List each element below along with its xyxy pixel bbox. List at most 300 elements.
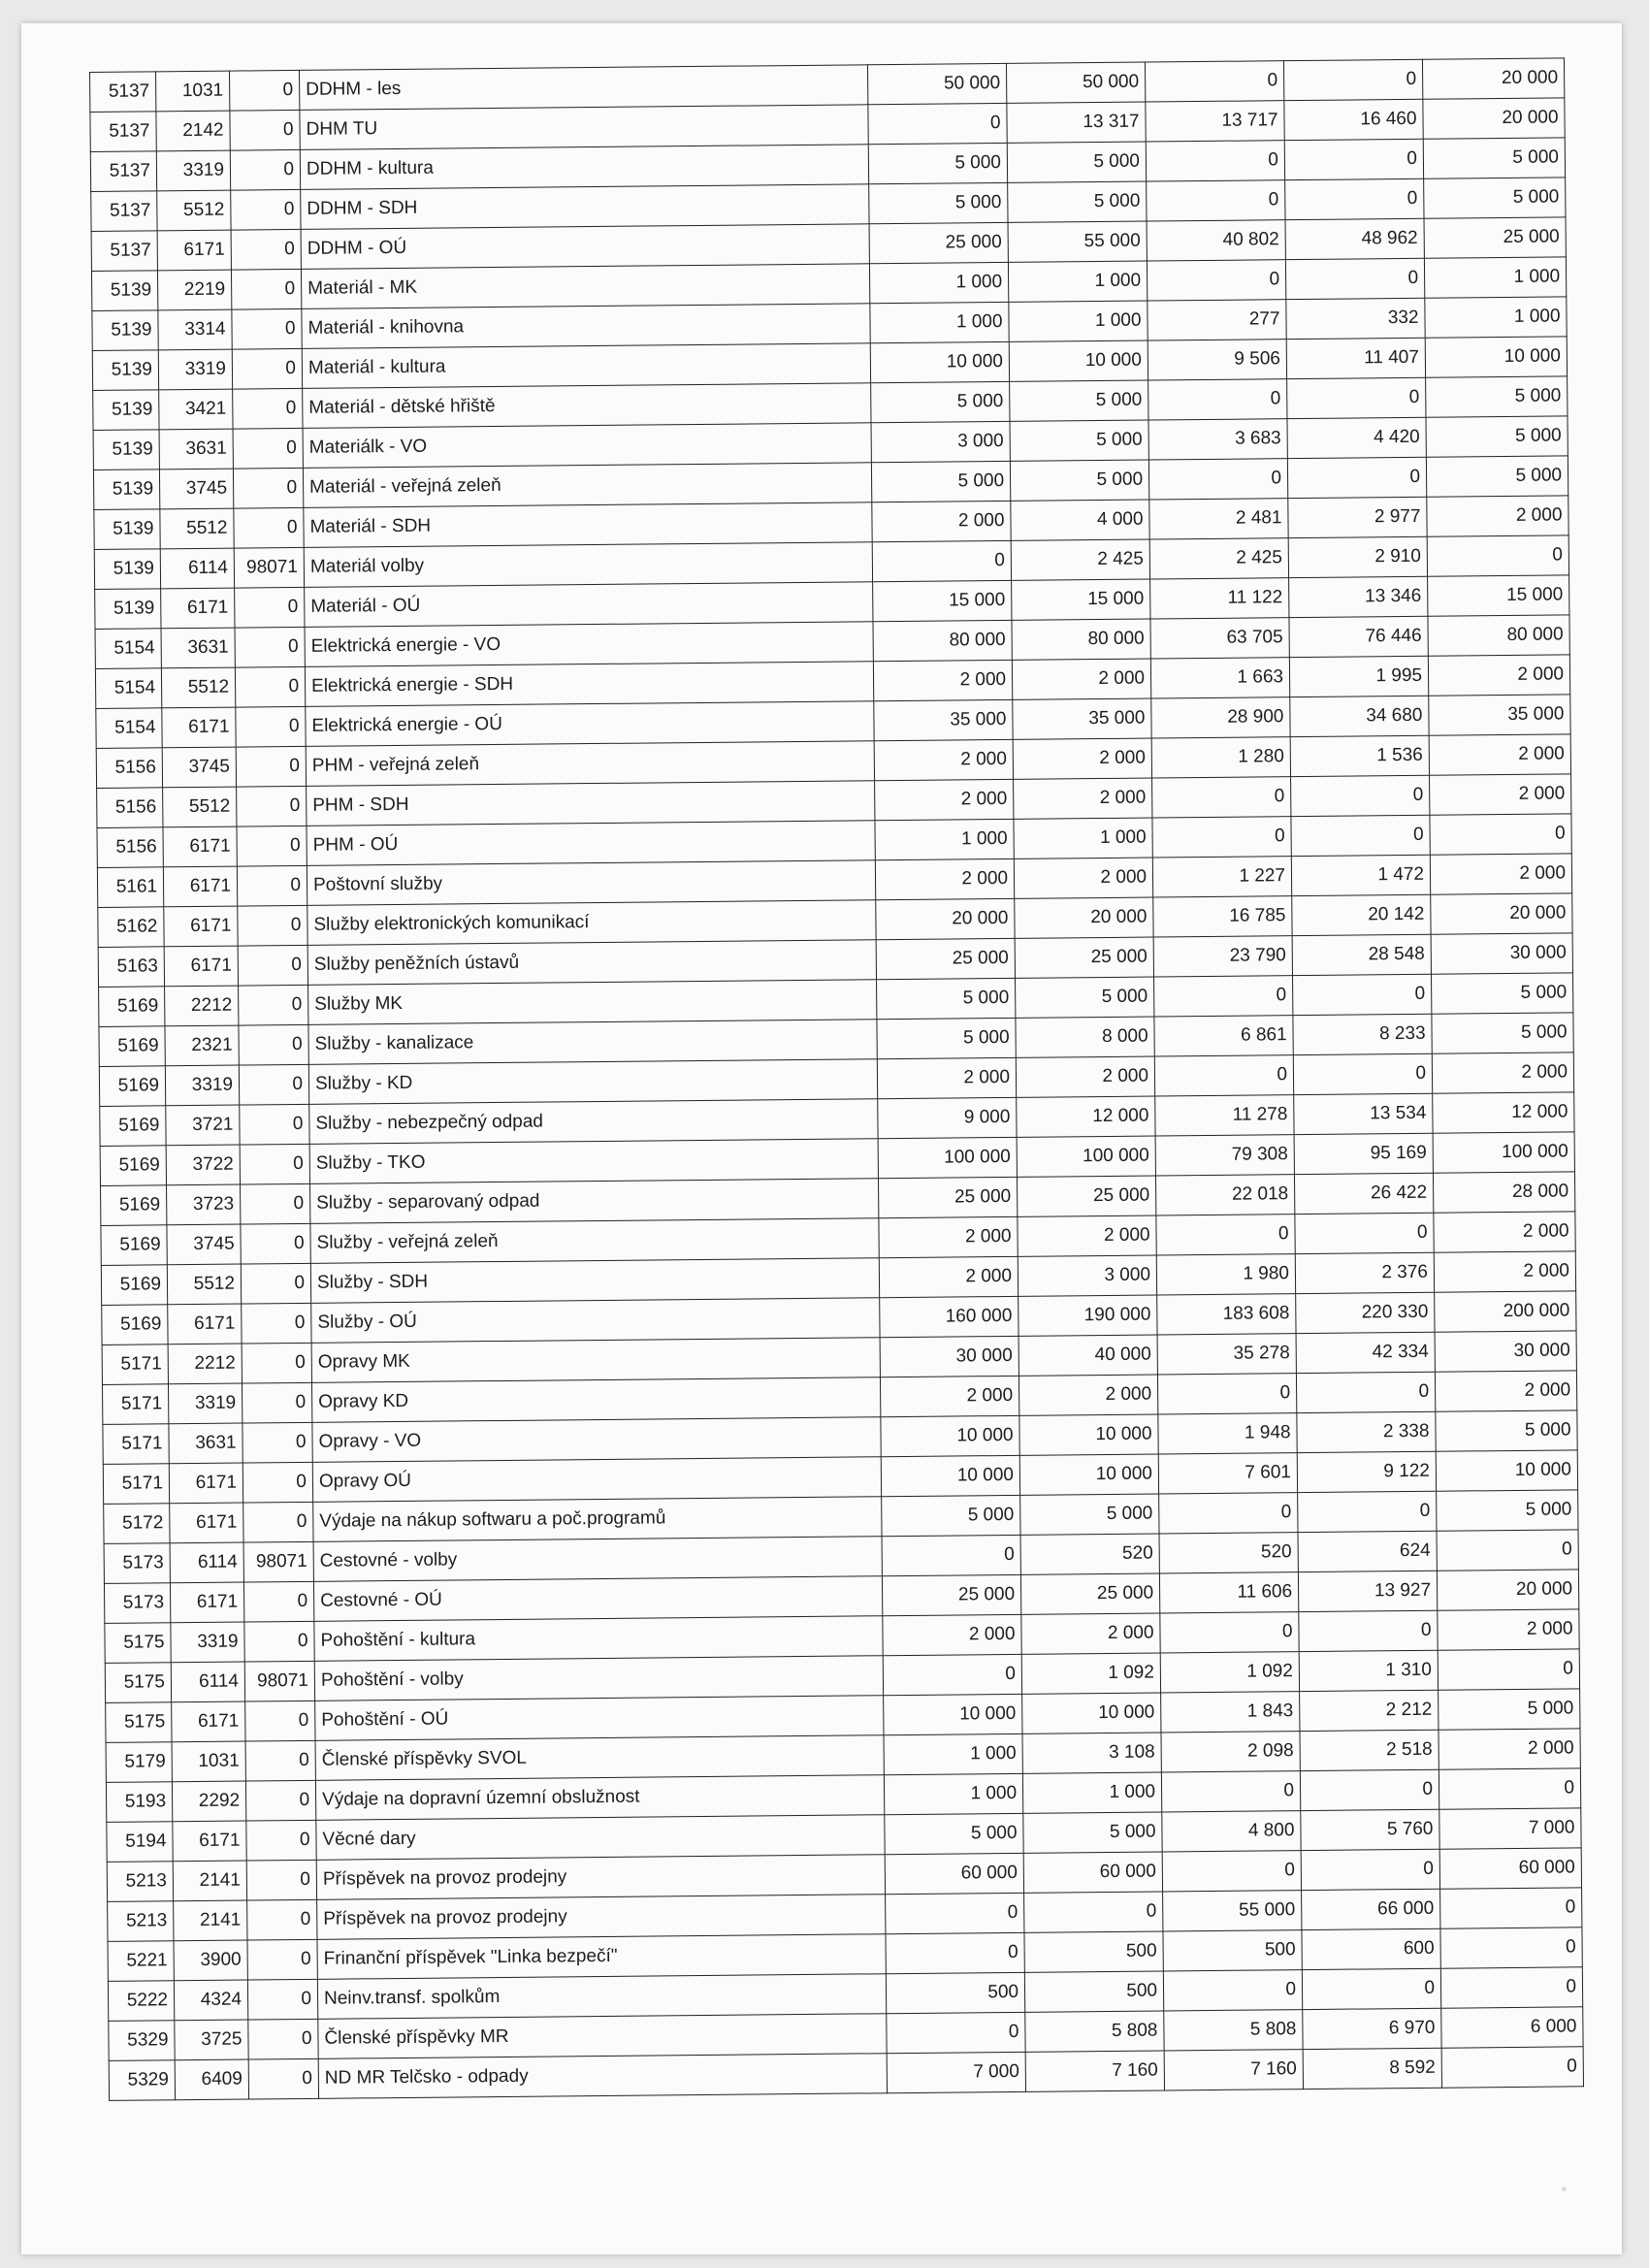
approved-budget-cell: 2 000 (880, 1376, 1018, 1416)
adjusted-budget-cell: 60 000 (1023, 1852, 1162, 1893)
adjusted-budget-cell: 20 000 (1015, 897, 1153, 938)
adjusted-budget-cell: 3 108 (1022, 1733, 1161, 1773)
actual-spending-cell: 23 790 (1153, 936, 1292, 977)
item-cell: 6171 (162, 707, 236, 748)
description-cell: Služby MK (308, 980, 877, 1025)
budget-table-container (89, 57, 1583, 2100)
expected-spending-cell: 1 310 (1299, 1650, 1438, 1691)
item-cell: 3725 (175, 2020, 248, 2060)
description-cell: Pohoštění - volby (314, 1656, 883, 1701)
expected-spending-cell: 2 212 (1300, 1690, 1439, 1731)
approved-budget-cell: 0 (872, 540, 1011, 581)
description-cell: DHM TU (300, 105, 868, 150)
description-cell: Věcné dary (316, 1815, 885, 1861)
adjusted-budget-cell: 40 000 (1018, 1335, 1157, 1376)
paragraph-cell: 5193 (106, 1782, 172, 1823)
approved-budget-cell: 100 000 (878, 1137, 1017, 1178)
adjusted-budget-cell: 1 000 (1014, 818, 1152, 859)
actual-spending-cell: 520 (1159, 1533, 1298, 1573)
approved-budget-cell: 5 000 (868, 143, 1007, 183)
paragraph-cell: 5139 (92, 350, 158, 391)
description-cell: Frinanční příspěvek "Linka bezpečí" (317, 1934, 886, 1980)
paragraph-cell: 5169 (101, 1225, 167, 1266)
expected-spending-cell: 0 (1285, 178, 1424, 219)
description-cell: PHM - veřejná zeleň (306, 741, 874, 787)
item-cell: 3900 (174, 1940, 247, 1981)
purpose-code-cell: 0 (237, 865, 307, 906)
purpose-code-cell: 0 (233, 428, 303, 469)
proposed-budget-cell: 60 000 (1439, 1848, 1581, 1889)
approved-budget-cell: 10 000 (870, 341, 1009, 382)
expected-spending-cell: 9 122 (1297, 1451, 1436, 1492)
paragraph-cell: 5139 (92, 310, 158, 351)
actual-spending-cell: 1 843 (1161, 1692, 1300, 1733)
proposed-budget-cell: 2 000 (1430, 774, 1571, 815)
purpose-code-cell: 0 (233, 388, 303, 429)
proposed-budget-cell: 5 000 (1436, 1410, 1577, 1451)
actual-spending-cell: 11 606 (1159, 1572, 1298, 1613)
description-cell: Materiál - veřejná zeleň (303, 463, 871, 508)
adjusted-budget-cell: 12 000 (1017, 1096, 1155, 1137)
paragraph-cell: 5329 (109, 2021, 175, 2061)
proposed-budget-cell: 2 000 (1427, 496, 1568, 536)
item-cell: 2321 (165, 1025, 239, 1066)
description-cell: PHM - OÚ (307, 821, 875, 866)
adjusted-budget-cell: 190 000 (1018, 1295, 1157, 1336)
approved-budget-cell: 5 000 (877, 1018, 1016, 1058)
actual-spending-cell: 9 506 (1148, 340, 1286, 380)
purpose-code-cell: 0 (240, 1104, 309, 1145)
paragraph-cell: 5171 (103, 1464, 169, 1505)
purpose-code-cell: 0 (237, 826, 307, 866)
item-cell: 3745 (162, 747, 236, 788)
proposed-budget-cell: 25 000 (1424, 217, 1566, 258)
paragraph-cell: 5169 (99, 987, 165, 1027)
approved-budget-cell: 2 000 (875, 859, 1014, 899)
actual-spending-cell: 0 (1160, 1612, 1299, 1653)
actual-spending-cell: 0 (1148, 379, 1287, 420)
paragraph-cell: 5175 (105, 1663, 171, 1703)
item-cell: 6171 (170, 1582, 243, 1623)
actual-spending-cell: 7 160 (1164, 2050, 1303, 2090)
approved-budget-cell: 35 000 (874, 699, 1013, 740)
item-cell: 2141 (174, 1900, 247, 1941)
expected-spending-cell: 2 977 (1288, 497, 1427, 537)
proposed-budget-cell: 15 000 (1428, 575, 1569, 616)
description-cell: Materiál - MK (301, 264, 869, 309)
adjusted-budget-cell: 80 000 (1012, 619, 1150, 660)
expected-spending-cell: 0 (1298, 1491, 1437, 1532)
approved-budget-cell: 25 000 (869, 222, 1008, 263)
approved-budget-cell: 1 000 (870, 302, 1009, 342)
scan-speck (1562, 2187, 1567, 2191)
item-cell: 2142 (156, 111, 230, 151)
paragraph-cell: 5175 (105, 1623, 171, 1664)
purpose-code-cell: 0 (238, 945, 307, 986)
actual-spending-cell: 63 705 (1150, 618, 1289, 659)
paragraph-cell: 5154 (95, 668, 161, 709)
paragraph-cell: 5169 (99, 1026, 165, 1067)
expected-spending-cell: 2 338 (1297, 1411, 1436, 1452)
item-cell: 2292 (172, 1781, 245, 1822)
description-cell: Příspěvek na provoz prodejny (316, 1855, 885, 1900)
item-cell: 3745 (167, 1224, 241, 1265)
adjusted-budget-cell: 1 092 (1021, 1653, 1160, 1694)
purpose-code-cell: 0 (245, 1701, 315, 1741)
description-cell: Služby - nebezpečný odpad (309, 1099, 878, 1145)
adjusted-budget-cell: 5 000 (1020, 1494, 1159, 1535)
purpose-code-cell: 0 (236, 706, 306, 747)
actual-spending-cell: 0 (1156, 1215, 1295, 1255)
actual-spending-cell: 5 808 (1164, 2010, 1303, 2051)
item-cell: 6171 (169, 1463, 242, 1504)
paragraph-cell: 5139 (91, 271, 157, 311)
description-cell: Opravy - VO (312, 1417, 881, 1463)
paragraph-cell: 5171 (103, 1424, 169, 1465)
adjusted-budget-cell: 100 000 (1017, 1136, 1155, 1177)
proposed-budget-cell: 10 000 (1436, 1450, 1577, 1491)
approved-budget-cell: 0 (882, 1535, 1020, 1575)
proposed-budget-cell: 10 000 (1425, 337, 1567, 377)
paragraph-cell: 5173 (104, 1583, 170, 1624)
description-cell: Služby - KD (308, 1059, 877, 1105)
expected-spending-cell: 66 000 (1302, 1889, 1440, 1929)
actual-spending-cell: 2 481 (1149, 499, 1288, 539)
paragraph-cell: 5156 (97, 827, 163, 868)
adjusted-budget-cell: 13 317 (1007, 102, 1146, 143)
item-cell: 3723 (167, 1184, 241, 1225)
approved-budget-cell: 0 (887, 2012, 1025, 2053)
expected-spending-cell: 0 (1293, 1053, 1432, 1094)
expected-spending-cell: 0 (1295, 1213, 1434, 1253)
proposed-budget-cell: 5 000 (1431, 973, 1572, 1014)
purpose-code-cell: 0 (243, 1502, 313, 1542)
description-cell: Příspěvek na provoz prodejny (317, 1895, 886, 1940)
approved-budget-cell: 5 000 (869, 182, 1008, 223)
item-cell: 2212 (168, 1344, 242, 1384)
adjusted-budget-cell: 2 000 (1014, 858, 1152, 898)
description-cell: Opravy MK (311, 1338, 880, 1383)
purpose-code-cell: 0 (247, 1939, 317, 1980)
approved-budget-cell: 5 000 (882, 1495, 1020, 1536)
actual-spending-cell: 0 (1154, 976, 1293, 1017)
proposed-budget-cell: 0 (1439, 1768, 1580, 1809)
item-cell: 3631 (159, 429, 233, 470)
item-cell: 3745 (159, 469, 233, 509)
actual-spending-cell: 0 (1161, 1771, 1300, 1812)
adjusted-budget-cell: 25 000 (1020, 1573, 1159, 1614)
expected-spending-cell: 0 (1296, 1372, 1435, 1412)
actual-spending-cell: 0 (1147, 180, 1285, 221)
description-cell: Neinv.transf. spolkům (317, 1974, 886, 2020)
adjusted-budget-cell: 8 000 (1016, 1017, 1154, 1057)
adjusted-budget-cell: 10 000 (1009, 340, 1148, 381)
purpose-code-cell: 0 (235, 666, 305, 707)
item-cell: 5512 (157, 190, 231, 231)
expected-spending-cell: 600 (1302, 1928, 1440, 1969)
expected-spending-cell: 2 376 (1295, 1252, 1434, 1293)
purpose-code-cell: 0 (245, 1740, 315, 1781)
approved-budget-cell: 5 000 (871, 461, 1010, 502)
purpose-code-cell: 98071 (234, 547, 304, 588)
description-cell: DDHM - les (299, 65, 867, 111)
item-cell: 6409 (175, 2059, 248, 2100)
purpose-code-cell: 0 (244, 1621, 314, 1662)
item-cell: 5512 (163, 787, 237, 827)
actual-spending-cell: 6 861 (1154, 1016, 1293, 1056)
approved-budget-cell: 10 000 (881, 1415, 1019, 1456)
expected-spending-cell: 0 (1287, 377, 1426, 418)
description-cell: Opravy OÚ (312, 1457, 881, 1503)
description-cell: Služby elektronických komunikací (307, 900, 876, 946)
adjusted-budget-cell: 2 000 (1018, 1375, 1157, 1415)
item-cell: 6171 (164, 906, 238, 947)
proposed-budget-cell: 5 000 (1426, 456, 1568, 497)
proposed-budget-cell: 0 (1440, 1888, 1582, 1928)
adjusted-budget-cell: 10 000 (1019, 1414, 1158, 1455)
paragraph-cell: 5139 (93, 390, 159, 431)
approved-budget-cell: 2 000 (873, 660, 1012, 700)
description-cell: Materiálk - VO (303, 423, 871, 469)
approved-budget-cell: 25 000 (878, 1177, 1017, 1217)
adjusted-budget-cell: 7 160 (1025, 2051, 1164, 2091)
approved-budget-cell: 10 000 (884, 1694, 1022, 1734)
approved-budget-cell: 0 (886, 1932, 1024, 1973)
approved-budget-cell: 50 000 (867, 63, 1006, 104)
approved-budget-cell: 1 000 (869, 262, 1008, 303)
proposed-budget-cell: 20 000 (1423, 98, 1565, 139)
item-cell: 3722 (166, 1145, 240, 1185)
purpose-code-cell: 0 (231, 269, 301, 309)
proposed-budget-cell: 2 000 (1430, 854, 1571, 894)
purpose-code-cell: 0 (248, 2058, 318, 2099)
expected-spending-cell: 0 (1284, 139, 1423, 179)
proposed-budget-cell: 35 000 (1429, 695, 1570, 735)
proposed-budget-cell: 200 000 (1435, 1291, 1576, 1332)
adjusted-budget-cell: 5 808 (1025, 2011, 1164, 2052)
proposed-budget-cell: 1 000 (1424, 257, 1566, 298)
approved-budget-cell: 20 000 (876, 898, 1015, 939)
proposed-budget-cell: 5 000 (1437, 1490, 1578, 1531)
actual-spending-cell: 2 425 (1149, 538, 1288, 579)
expected-spending-cell: 5 760 (1301, 1809, 1439, 1850)
actual-spending-cell: 28 900 (1151, 697, 1290, 738)
paragraph-cell: 5173 (104, 1543, 170, 1584)
actual-spending-cell: 0 (1147, 260, 1285, 301)
description-cell: Cestovné - volby (313, 1537, 882, 1582)
proposed-budget-cell: 28 000 (1433, 1172, 1574, 1213)
actual-spending-cell: 0 (1157, 1374, 1296, 1414)
description-cell: Služby - OÚ (311, 1298, 880, 1344)
item-cell: 6171 (168, 1304, 242, 1345)
description-cell: DDHM - kultura (300, 145, 868, 190)
approved-budget-cell: 5 000 (885, 1813, 1023, 1854)
proposed-budget-cell: 2 000 (1429, 734, 1570, 775)
purpose-code-cell: 0 (229, 70, 299, 111)
paragraph-cell: 5169 (102, 1305, 168, 1345)
actual-spending-cell: 11 122 (1150, 578, 1289, 619)
approved-budget-cell: 5 000 (877, 978, 1016, 1019)
approved-budget-cell: 0 (886, 1893, 1024, 1933)
description-cell: Členské příspěvky SVOL (315, 1735, 884, 1781)
purpose-code-cell: 0 (242, 1343, 311, 1383)
expected-spending-cell: 16 460 (1284, 99, 1423, 140)
description-cell: Výdaje na nákup softwaru a poč.programů (313, 1497, 882, 1542)
actual-spending-cell: 0 (1148, 459, 1287, 500)
actual-spending-cell: 22 018 (1155, 1175, 1294, 1215)
approved-budget-cell: 2 000 (877, 1057, 1016, 1098)
expected-spending-cell: 0 (1291, 775, 1430, 816)
adjusted-budget-cell: 2 000 (1013, 738, 1151, 779)
expected-spending-cell: 0 (1283, 59, 1422, 100)
item-cell: 3314 (158, 309, 232, 350)
actual-spending-cell: 0 (1145, 61, 1283, 102)
purpose-code-cell: 0 (246, 1860, 316, 1900)
approved-budget-cell: 60 000 (885, 1853, 1023, 1894)
adjusted-budget-cell: 5 000 (1008, 181, 1147, 222)
proposed-budget-cell: 2 000 (1434, 1212, 1575, 1252)
expected-spending-cell: 13 927 (1298, 1571, 1437, 1611)
approved-budget-cell: 25 000 (876, 938, 1015, 979)
purpose-code-cell: 0 (231, 229, 301, 270)
item-cell: 3319 (156, 150, 230, 191)
purpose-code-cell: 0 (242, 1462, 312, 1503)
paragraph-cell: 5169 (99, 1066, 165, 1107)
actual-spending-cell: 1 980 (1156, 1254, 1295, 1295)
actual-spending-cell: 1 280 (1151, 737, 1290, 778)
expected-spending-cell: 0 (1287, 457, 1426, 498)
item-cell: 6171 (164, 946, 238, 987)
proposed-budget-cell: 7 000 (1439, 1808, 1581, 1849)
item-cell: 6171 (173, 1821, 246, 1862)
purpose-code-cell: 98071 (243, 1541, 313, 1582)
expected-spending-cell: 13 346 (1289, 576, 1428, 617)
paragraph-cell: 5179 (106, 1742, 172, 1783)
adjusted-budget-cell: 0 (1024, 1892, 1163, 1932)
purpose-code-cell: 0 (235, 587, 305, 628)
purpose-code-cell: 98071 (244, 1661, 314, 1701)
approved-budget-cell: 500 (886, 1972, 1024, 2013)
expected-spending-cell: 1 472 (1291, 855, 1430, 895)
expected-spending-cell: 0 (1302, 1968, 1440, 2009)
description-cell: Elektrická energie - SDH (305, 662, 873, 707)
proposed-budget-cell: 0 (1430, 814, 1571, 855)
paragraph-cell: 5154 (96, 708, 162, 749)
expected-spending-cell: 2 910 (1288, 536, 1427, 577)
actual-spending-cell: 2 098 (1161, 1732, 1300, 1772)
expected-spending-cell: 332 (1286, 298, 1425, 339)
item-cell: 2219 (157, 270, 231, 310)
paragraph-cell: 5137 (90, 112, 156, 152)
item-cell: 6171 (172, 1701, 245, 1742)
approved-budget-cell: 2 000 (875, 779, 1014, 820)
paragraph-cell: 5172 (104, 1504, 170, 1544)
adjusted-budget-cell: 35 000 (1013, 698, 1151, 739)
actual-spending-cell: 16 785 (1153, 896, 1292, 937)
description-cell: Materiál - kultura (302, 343, 870, 389)
actual-spending-cell: 277 (1148, 300, 1286, 340)
adjusted-budget-cell: 25 000 (1017, 1176, 1155, 1216)
adjusted-budget-cell: 500 (1024, 1971, 1163, 2012)
description-cell: Opravy KD (311, 1377, 880, 1423)
approved-budget-cell: 2 000 (879, 1216, 1018, 1257)
purpose-code-cell: 0 (247, 1899, 317, 1940)
purpose-code-cell: 0 (248, 2019, 318, 2059)
paragraph-cell: 5175 (106, 1702, 172, 1743)
description-cell: Cestovné - OÚ (313, 1576, 882, 1622)
actual-spending-cell: 1 092 (1160, 1652, 1299, 1693)
purpose-code-cell: 0 (242, 1422, 312, 1463)
expected-spending-cell: 42 334 (1296, 1332, 1435, 1373)
paragraph-cell: 5139 (95, 589, 161, 630)
purpose-code-cell: 0 (230, 149, 300, 190)
actual-spending-cell: 0 (1154, 1055, 1293, 1096)
adjusted-budget-cell: 1 000 (1008, 261, 1147, 302)
paragraph-cell: 5194 (107, 1822, 173, 1863)
description-cell: Služby peněžních ústavů (307, 940, 876, 986)
purpose-code-cell: 0 (236, 746, 306, 787)
approved-budget-cell: 2 000 (879, 1256, 1018, 1297)
proposed-budget-cell: 0 (1440, 1967, 1582, 2008)
actual-spending-cell: 13 717 (1146, 101, 1284, 142)
expected-spending-cell: 20 142 (1292, 894, 1431, 935)
proposed-budget-cell: 80 000 (1428, 615, 1569, 656)
proposed-budget-cell: 0 (1440, 1928, 1582, 1968)
adjusted-budget-cell: 25 000 (1015, 937, 1153, 978)
paragraph-cell: 5156 (97, 788, 163, 828)
paragraph-cell: 5213 (107, 1862, 173, 1902)
item-cell: 3631 (169, 1423, 242, 1464)
paragraph-cell: 5221 (108, 1941, 174, 1982)
paragraph-cell: 5329 (109, 2060, 175, 2101)
expected-spending-cell: 624 (1298, 1531, 1437, 1571)
approved-budget-cell: 2 000 (883, 1614, 1021, 1655)
purpose-code-cell: 0 (238, 905, 307, 946)
actual-spending-cell: 11 278 (1155, 1095, 1294, 1136)
expected-spending-cell: 220 330 (1296, 1292, 1435, 1333)
item-cell: 6171 (157, 230, 231, 271)
purpose-code-cell: 0 (246, 1820, 316, 1861)
proposed-budget-cell: 5 000 (1439, 1689, 1580, 1730)
actual-spending-cell: 183 608 (1157, 1294, 1296, 1335)
adjusted-budget-cell: 2 000 (1012, 659, 1150, 699)
item-cell: 6114 (160, 548, 234, 589)
purpose-code-cell: 0 (243, 1581, 313, 1622)
adjusted-budget-cell: 2 000 (1018, 1215, 1156, 1256)
adjusted-budget-cell: 4 000 (1011, 500, 1149, 540)
adjusted-budget-cell: 500 (1024, 1931, 1163, 1972)
approved-budget-cell: 9 000 (878, 1097, 1017, 1138)
proposed-budget-cell: 2 000 (1432, 1053, 1573, 1093)
adjusted-budget-cell: 55 000 (1008, 221, 1147, 262)
item-cell: 5512 (161, 667, 235, 708)
paragraph-cell: 5137 (90, 72, 156, 113)
adjusted-budget-cell: 5 000 (1010, 420, 1148, 461)
actual-spending-cell: 0 (1146, 141, 1284, 181)
expected-spending-cell: 95 169 (1294, 1133, 1433, 1174)
proposed-budget-cell: 0 (1437, 1530, 1578, 1571)
expected-spending-cell: 0 (1293, 974, 1432, 1015)
approved-budget-cell: 2 000 (872, 501, 1011, 541)
adjusted-budget-cell: 2 425 (1011, 539, 1149, 580)
description-cell: Poštovní služby (307, 860, 875, 906)
adjusted-budget-cell: 3 000 (1018, 1255, 1156, 1296)
description-cell: DDHM - OÚ (301, 224, 869, 270)
actual-spending-cell: 1 227 (1152, 857, 1291, 897)
adjusted-budget-cell: 2 000 (1021, 1613, 1160, 1654)
paragraph-cell: 5169 (101, 1185, 167, 1226)
expected-spending-cell: 0 (1291, 815, 1430, 856)
